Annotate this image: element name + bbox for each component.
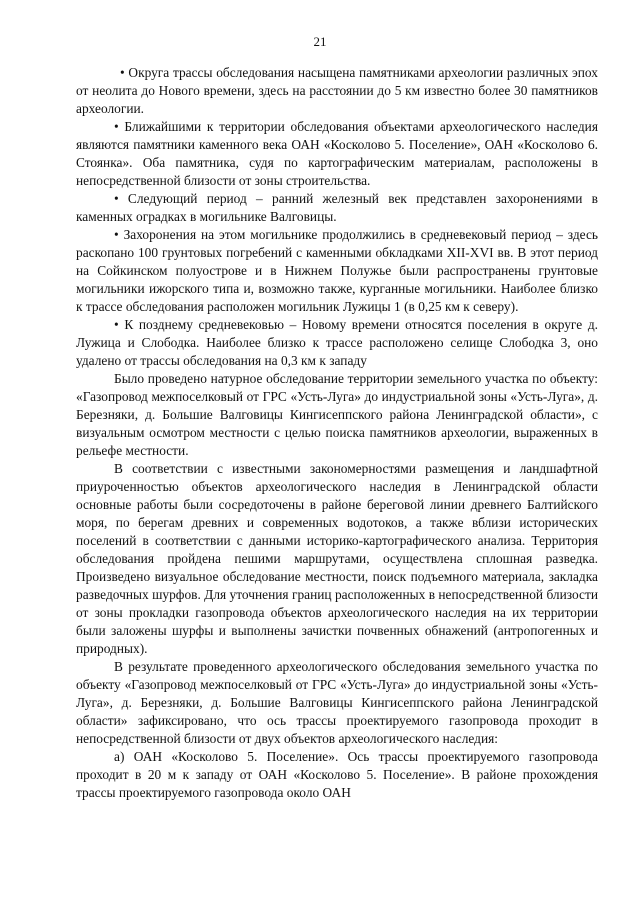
paragraph-methodology: В соответствии с известными закономерностями размещения и ландшафтной приуроченностью объектов археологического наследия в Ленинградской области основные работы были сосредоточены в районе береговой линии древнего Балтийского моря, по берегам древних и современных водотоков, а также вблизи исторических поселений в соответствии с данными историко-картографического анализа. Территория обследования пройдена пешими маршрутами, осуществлена сплошная разведка. Произведено визуальное обследование местности, поиск подъемного материала, закладка разведочных шурфов. Для уточнения границ расположенных в непосредственной близости от зоны прокладки газопровода объектов археологического наследия на их территории были заложены шурфы и выполнены зачистки почвенных обнажений (антропогенных и природных). [76, 461, 598, 656]
paragraph-bullet-medieval: • Захоронения на этом могильнике продолжились в средневековый период – здесь раскопано 100 грунтовых погребений с каменными обкладками XII-XVI вв. В этот период на Сойкинском полуострове и в Нижнем Полужье были распространены грунтовые могильники ижорского типа и, возможно также, курганные могильники. Наиболее близко к трассе обследования расположен могильник Лужицы 1 (в 0,25 км к северу). [76, 227, 598, 314]
paragraph-bullet-nearest-objects: • Ближайшими к территории обследования объектами археологического наследия являются памятники каменного века ОАН «Косколово 5. Поселение», ОАН «Косколово 6. Стоянка». Оба памятника, судя по картографическим материалам, расположены в непосредственной близости от зоны строительства. [76, 119, 598, 188]
paragraph-bullet-iron-age: • Следующий период – ранний железный век представлен захоронениями в каменных оградках в могильнике Валговицы. [76, 191, 598, 224]
paragraph-field-survey: Было проведено натурное обследование территории земельного участка по объекту: «Газопровод межпоселковый от ГРС «Усть-Луга» до индустриальной зоны «Усть-Луга», д. Березняки, д. Большие Валговицы Кингисеппского района Ленинградской области», с визуальным осмотром местности с целью поиска памятников археологии, выраженных в рельефе местности. [76, 371, 598, 458]
paragraph-results: В результате проведенного археологического обследования земельного участка по объекту «Газопровод межпоселковый от ГРС «Усть-Луга» до индустриальной зоны «Усть-Луга», д. Березняки, д. Большие Валговицы Кингисеппского района Ленинградской области» зафиксировано, что ось трассы проектируемого газопровода проходит в непосредственной близости от двух объектов археологического наследия: [76, 659, 598, 746]
document-body [76, 64, 598, 802]
paragraph-bullet-late-medieval: • К позднему средневековью – Новому времени относятся поселения в округе д. Лужица и Слободка. Наиболее близко к трассе расположено селище Слободка 3, оно удалено от трассы обследования на 0,3 км к западу [76, 317, 598, 368]
paragraph-item-a: а) ОАН «Косколово 5. Поселение». Ось трассы проектируемого газопровода проходит в 20 м к западу от ОАН «Косколово 5. Поселение». В районе прохождения трассы проектируемого газопровода около ОАН [76, 749, 598, 800]
page-number: 21 [313, 34, 327, 49]
paragraph-bullet-epochs: • Округа трассы обследования насыщена памятниками археологии различных эпох от неолита до Нового времени, здесь на расстоянии до 5 км известно более 30 памятников археологии. [76, 65, 598, 116]
